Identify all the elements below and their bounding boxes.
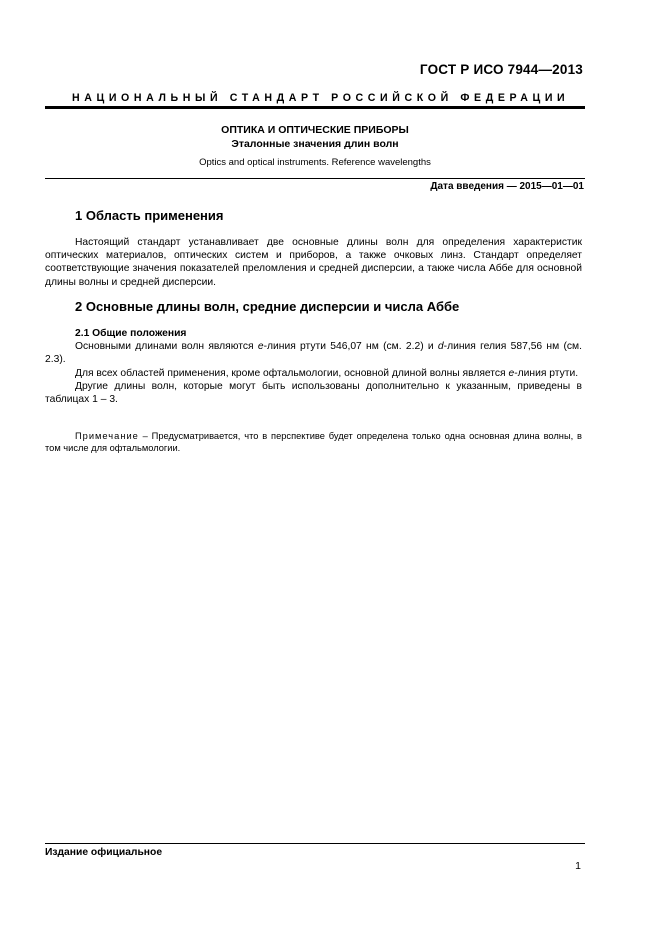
header-rule xyxy=(45,106,585,109)
p1-text-b: -линия ртути 546,07 нм (см. 2.2) и xyxy=(263,341,438,353)
section-1-text: Настоящий стандарт устанавливает две основные длины волн для определения характеристик оптических материалов, оптических систем и приборов, а также очковых линз. Стандарт определяет соответствующие значения показателей преломления и средней дисперсии, а также числа Аббе для основной длины волны и средней дисперсии. xyxy=(45,237,582,288)
section-2-body xyxy=(45,327,582,406)
p1-e-symbol: e xyxy=(257,341,264,353)
title-main: ОПТИКА И ОПТИЧЕСКИЕ ПРИБОРЫ xyxy=(221,124,409,136)
introduction-date: Дата введения — 2015—01—01 xyxy=(430,181,584,192)
note-label: Примечание xyxy=(75,431,139,441)
title-rule xyxy=(45,178,585,179)
note-text: – Предусматривается, что в перспективе будет определена только одна основная длина волны, в том числе для офтальмологии. xyxy=(45,431,582,453)
paragraph-applications xyxy=(45,367,582,380)
p1-text-c: -линия гелия 587,56 нм (см. 2.3). xyxy=(45,341,582,366)
paragraph-main-wavelengths xyxy=(45,340,582,366)
document-code: ГОСТ Р ИСО 7944—2013 xyxy=(419,62,583,77)
subsection-2-1-heading: 2.1 Общие положения xyxy=(75,328,187,339)
section-2-heading: 2 Основные длины волн, средние дисперсии и числа Аббе xyxy=(75,299,460,314)
p2-text-b: -линия ртути. xyxy=(514,367,579,379)
page-number: 1 xyxy=(575,860,581,872)
title-english: Optics and optical instruments. Reference wavelengths xyxy=(199,157,431,168)
note xyxy=(45,430,582,454)
national-standard-banner: НАЦИОНАЛЬНЫЙ СТАНДАРТ РОССИЙСКОЙ ФЕДЕРАЦИИ xyxy=(72,92,570,104)
title-block xyxy=(45,123,585,169)
p2-e-symbol: e xyxy=(508,367,515,379)
footer-rule xyxy=(45,843,585,844)
p2-text-a: Для всех областей применения, кроме офтальмологии, основной длиной волны является xyxy=(75,367,509,379)
p1-text-a: Основными длинами волн являются xyxy=(75,341,258,353)
section-1-heading: 1 Область применения xyxy=(75,208,224,223)
official-edition-label: Издание официальное xyxy=(45,847,163,858)
paragraph-other-wavelengths: Другие длины волн, которые могут быть использованы дополнительно к указанным, приведены в таблицах 1 – 3. xyxy=(45,380,582,406)
p1-d-symbol: d xyxy=(437,341,444,353)
title-subtitle: Эталонные значения длин волн xyxy=(231,138,399,150)
